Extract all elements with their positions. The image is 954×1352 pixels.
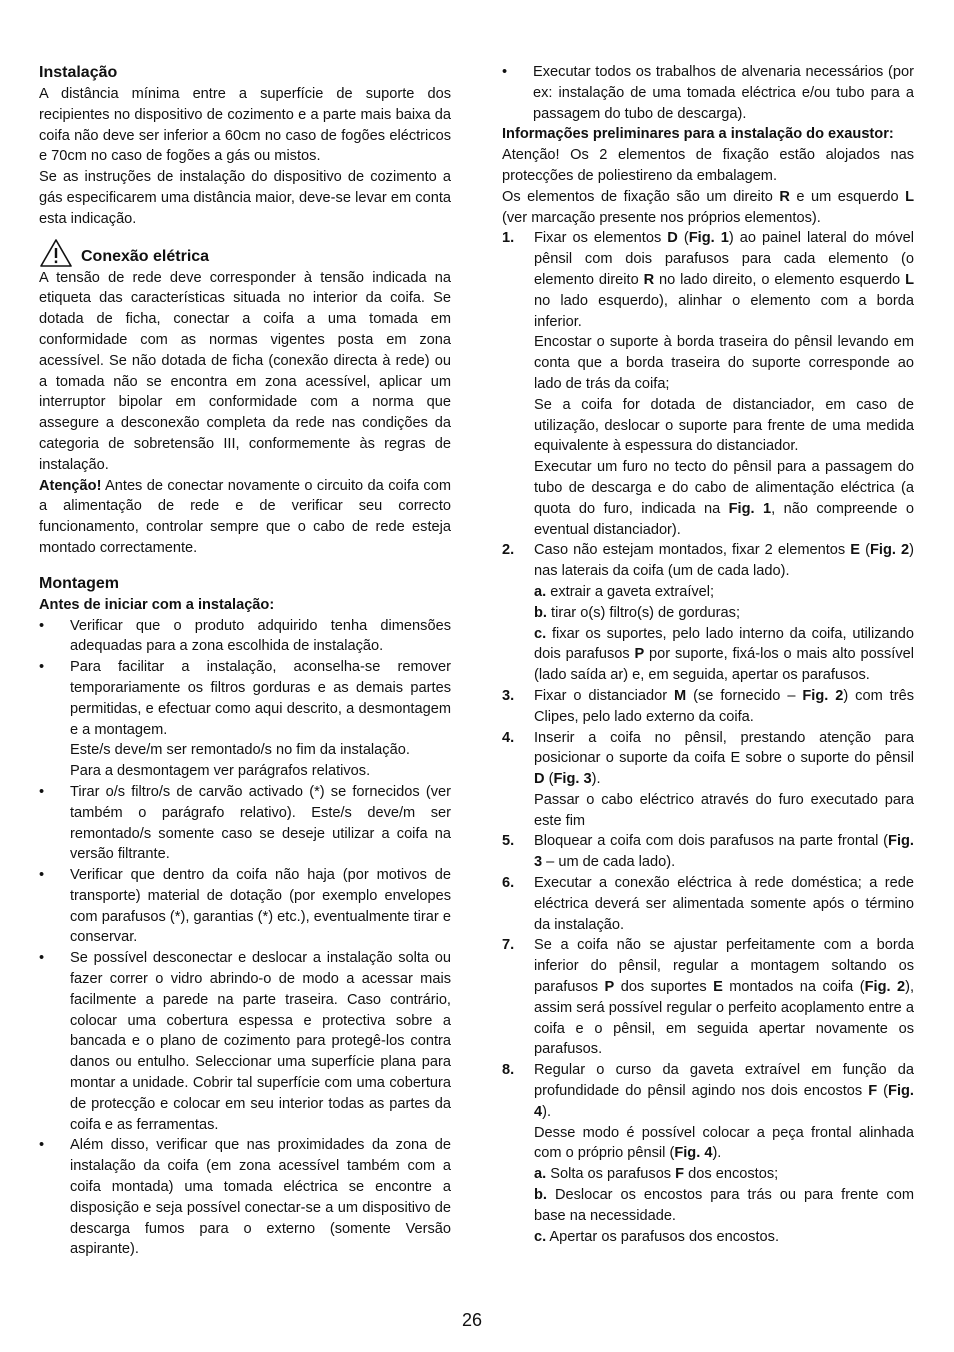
step-1: 1. Fixar os elementos D (Fig. 1) ao painel lateral do móvel pênsil com dois parafusos para cada elemento (o elemento direito R no lado direito, o elemento esquerdo L no lado esquerdo), alinhar o elemento com a borda inferior. Encostar o suporte à borda traseira do pênsil levando em conta que a borda traseira do suporte corresponde ao lado de trás da coifa; Se a coifa for dotada de distanciador, em caso de utilização, deslocar o suporte para frente de uma medida equivalente à espessura do distanciador. Executar um furo no tecto do pênsil para a passagem do tubo de descarga e do cabo de alimentação eléctrica (a quota do furo, indicada na Fig. 1, não compreende o eventual distanciador). — [502, 230, 915, 538]
prep-list — [39, 616, 451, 1261]
list-item: • Executar todos os trabalhos de alvenaria necessários (por ex: instalação de uma tomada eléctrica e/ou tubo para a passagem do tubo de descarga). — [502, 64, 914, 122]
page-number: 26 — [462, 1310, 483, 1330]
steps-list — [502, 228, 914, 1247]
step-6: 6. Executar a conexão eléctrica à rede doméstica; a rede eléctrica deverá ser alimentada somente após o término da instalação. — [502, 875, 914, 933]
bullet: • — [39, 867, 45, 884]
list-item: • Verificar que o produto adquirido tenha dimensões adequadas para a zona escolhida de instalação. — [39, 617, 451, 655]
warning-triangle-icon — [39, 238, 73, 268]
attention-text: Antes de conectar novamente o circuito da coifa com a alimentação de rede e de verificar seu correcto funcionamento, controlar sempre que o cabo de rede esteja montado correctamente. — [39, 477, 451, 556]
step-number: 6. — [502, 875, 515, 892]
attention-paragraph — [39, 476, 451, 559]
paragraph: Atenção! Os 2 elementos de fixação estão alojados nas protecções de poliestireno da embalagem. — [502, 147, 914, 184]
bullet: • — [502, 64, 508, 80]
list-item-note: Este/s deve/m ser remontado/s no fim da instalação. — [70, 742, 410, 759]
step-3: 3. Fixar o distanciador M (se fornecido – Fig. 2) com três Clipes, pelo lado externo da coifa. — [502, 687, 914, 725]
step-number: 1. — [502, 230, 515, 247]
subtitle-preliminary: Informações preliminares para a instalação do exaustor: — [502, 126, 894, 143]
bullet: • — [39, 659, 45, 676]
paragraph: Se as instruções de instalação do dispositivo de cozimento a gás especificarem uma distância maior, deve-se levar em conta esta indicação. — [39, 169, 451, 227]
list-item-note: Para a desmontagem ver parágrafos relativos. — [70, 763, 371, 780]
step-7: 7. Se a coifa não se ajustar perfeitamente com a borda inferior do pênsil, regular a montagem soltando os parafusos P dos suportes E montados na coifa (Fig. 2), assim será possível regular o perfeito acoplamento entre a coifa e o pênsil, em seguida apertar novamente os parafusos. — [502, 937, 915, 1058]
list-item: • Tirar o/s filtro/s de carvão activado (*) se fornecidos (ver também o parágrafo relativo). Este/s deve/m ser remontado/s somente caso se deseje utilizar a coifa na versão filtrante. — [39, 783, 451, 863]
paragraph: Os elementos de fixação são um direito R e um esquerdo L (ver marcação presente nos próprios elementos). — [502, 188, 914, 226]
step-paragraph: Encostar o suporte à borda traseira do pênsil levando em conta que a borda traseira do suporte corresponde ao lado de trás da coifa; — [534, 334, 914, 392]
section-title-assembly: Montagem — [39, 574, 119, 592]
list-item: • Para facilitar a instalação, aconselha-se remover temporariamente os filtros gorduras e as demais partes permitidas, e efectuar como aqui descrito, a desmontagem e a montagem. Este/s deve/m ser remontado/s no fim da instalação. Para a desmontagem ver parágrafos relativos. — [39, 657, 451, 782]
step-5: 5. Bloquear a coifa com dois parafusos na parte frontal (Fig. 3 – um de cada lado). — [502, 833, 914, 871]
step-number: 8. — [502, 1062, 515, 1079]
section-title-electrical: Conexão elétrica — [81, 247, 210, 265]
step-4: 4. Inserir a coifa no pênsil, prestando atenção para posicionar o suporte da coifa E sobre o suporte do pênsil D (Fig. 3). Passar o cabo eléctrico através do furo executado para este fim — [502, 728, 914, 832]
step-number: 4. — [502, 729, 515, 746]
list-item: • Se possível desconectar e deslocar a instalação solta ou fazer correr o vidro abrindo-o de modo a acessar mais facilmente a parede na parte traseira. Caso contrário, colocar uma cobertura espessa e protectiva sobre a bancada e o plano de cozimento para protegê-los contra danos ou entulho. Seleccionar uma superfície plana para montar a unidade. Cobrir tal superfície com uma cobertura de protecção e colocar em seu interior todas as partes da coifa e as ferramentas. — [39, 950, 451, 1133]
prep-list-continued — [502, 62, 914, 124]
step-2: 2. Caso não estejam montados, fixar 2 elementos E (Fig. 2) nas laterais da coifa (um de cada lado). a. extrair a gaveta extraível; b. tirar o(s) filtro(s) de gorduras; c. fixar os suportes, pelo lado interno da coifa, utilizando dois parafusos P por suporte, fixá-los o mais alto possível (lado saída ar) e, em seguida, apertar os parafusos. — [502, 542, 914, 684]
bullet: • — [39, 950, 45, 967]
attention-label: Atenção! — [39, 477, 102, 494]
step-number: 7. — [502, 937, 515, 954]
section-title-installation: Instalação — [39, 64, 118, 81]
paragraph: A tensão de rede deve corresponder à tensão indicada na etiqueta das características situada no interior da coifa. Se dotada de ficha, conectar a coifa a uma tomada em conformidade com as normas vigentes posta em zona acessível. Se não dotada de ficha (conexão directa à rede) ou a tomada não se encontra em zona acessível, aplicar um interruptor bipolar em conformidade com a norma que assegure a desconexão completa da rede nas condições da categoria de sobretensão III, conformemente às regras de instalação. — [39, 269, 451, 473]
step-paragraph: Passar o cabo eléctrico através do furo executado para este fim — [534, 791, 914, 829]
list-item: • Além disso, verificar que nas proximidades da zona de instalação da coifa (em zona acessível também com a coifa montada) uma tomada eléctrica se encontre a disposição e seja possível conectar-se a um dispositivo de descarga fumos para o externo (somente Versão aspirante). — [39, 1137, 451, 1258]
step-number: 3. — [502, 687, 515, 704]
list-item: • Verificar que dentro da coifa não haja (por motivos de transporte) material de dotação (por exemplo envelopes com parafusos (*), garantias (*) etc.), eventualmente tirar e conservar. — [39, 867, 451, 946]
step-number: 2. — [502, 542, 515, 559]
left-column — [39, 62, 451, 1260]
bullet: • — [39, 1137, 45, 1154]
bullet: • — [39, 783, 45, 800]
electrical-heading — [39, 238, 451, 268]
bullet: • — [39, 617, 45, 634]
right-column — [502, 62, 914, 1247]
step-8: 8. Regular o curso da gaveta extraível em função da profundidade do pênsil agindo nos dois encostos F (Fig. 4). Desse modo é possível colocar a peça frontal alinhada com o próprio pênsil (Fig. 4). a. Solta os parafusos F dos encostos; b. Deslocar os encostos para trás ou para frente com base na necessidade. c. Apertar os parafusos dos encostos. — [502, 1062, 914, 1245]
step-paragraph: Se a coifa for dotada de distanciador, em caso de utilização, deslocar o suporte para frente de uma medida equivalente à espessura do distanciador. — [534, 396, 914, 455]
paragraph: A distância mínima entre a superfície de suporte dos recipientes no dispositivo de cozimento e a parte mais baixa da coifa não deve ser inferior a 60cm no caso de fogões eléctricos e 70cm no caso de fogões a gás ou mistos. — [39, 86, 451, 165]
subtitle-before-install: Antes de iniciar com a instalação: — [39, 596, 275, 613]
step-number: 5. — [502, 833, 515, 850]
